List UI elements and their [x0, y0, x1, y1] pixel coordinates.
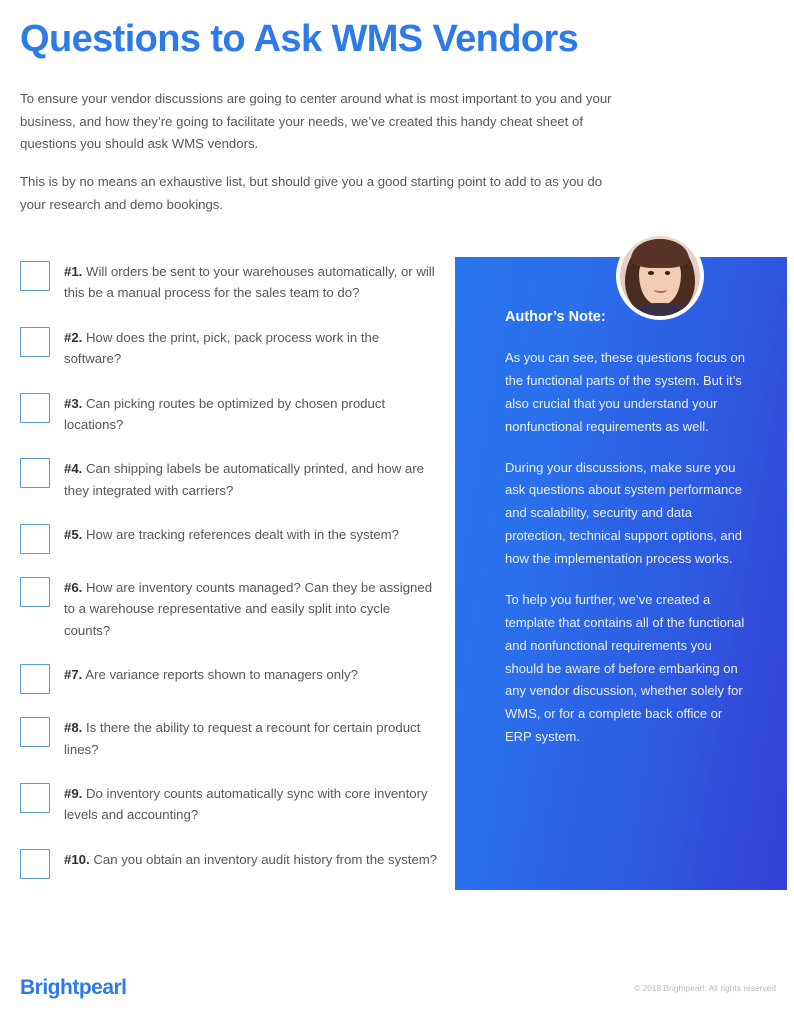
checkbox-icon[interactable]	[20, 327, 50, 357]
checkbox-icon[interactable]	[20, 393, 50, 423]
checkbox-icon[interactable]	[20, 577, 50, 607]
question-number: #2.	[64, 329, 83, 345]
copyright-text: © 2018 Brightpearl. All rights reserved	[634, 984, 776, 993]
avatar-eye-right	[665, 271, 671, 275]
question-number: #1.	[64, 264, 83, 279]
authors-note-content	[505, 309, 751, 749]
checklist-item[interactable]	[20, 324, 438, 370]
question-number: #8.	[64, 720, 83, 736]
avatar-fringe	[631, 239, 689, 268]
question-text	[64, 780, 438, 826]
question-text	[64, 521, 399, 545]
question-body: How are inventory counts managed? Can they be assigned to a warehouse representative and easily split into cycle counts?	[64, 580, 433, 638]
avatar-eye-left	[648, 271, 654, 275]
question-body: Can shipping labels be automatically printed, and how are they integrated with carriers?	[64, 461, 424, 498]
checklist-item[interactable]	[20, 661, 438, 694]
question-number: #5.	[64, 527, 83, 542]
avatar	[616, 232, 704, 320]
authors-note-heading: Author’s Note:	[505, 309, 606, 325]
checkbox-icon[interactable]	[20, 524, 50, 554]
checkbox-icon[interactable]	[20, 717, 50, 747]
question-body: Are variance reports shown to managers only?	[85, 667, 358, 683]
checklist-item[interactable]	[20, 521, 438, 554]
authors-note-paragraph-1: As you can see, these questions focus on the functional parts of the system. But it’s also crucial that you understand your nonfunctional requirements as well.	[505, 350, 745, 434]
checklist-item[interactable]	[20, 780, 438, 826]
authors-note-paragraph-2: During your discussions, make sure you ask questions about system performance and scalability, security and data protection, technical support options, and how the implementation process works.	[505, 459, 743, 566]
question-number: #9.	[64, 785, 83, 801]
question-text	[64, 661, 358, 685]
question-body: How does the print, pick, pack process work in the software?	[64, 329, 380, 367]
question-number: #3.	[64, 395, 83, 411]
checklist-item[interactable]	[20, 455, 438, 501]
intro-section	[20, 88, 620, 217]
checklist-item[interactable]	[20, 714, 438, 760]
question-checklist	[20, 258, 438, 879]
question-number: #7.	[64, 667, 83, 683]
intro-paragraph-2: This is by no means an exhaustive list, but should give you a good starting point to add to as you do your research and demo bookings.	[20, 174, 603, 212]
page-title: Questions to Ask WMS Vendors	[20, 18, 579, 60]
checkbox-icon[interactable]	[20, 458, 50, 488]
avatar-smile	[654, 286, 668, 293]
checklist-item[interactable]	[20, 390, 438, 436]
question-number: #6.	[64, 580, 83, 595]
intro-paragraph-1: To ensure your vendor discussions are going to center around what is most important to you and your business, and how they’re going to facilitate your needs, we’ve created this handy cheat sheet of questions you should ask WMS vendors.	[20, 91, 612, 152]
question-body: Can picking routes be optimized by chosen product locations?	[64, 395, 386, 432]
checkbox-icon[interactable]	[20, 849, 50, 879]
avatar-shoulders	[628, 303, 692, 316]
page-header	[20, 16, 774, 64]
question-body: Is there the ability to request a recount for certain product lines?	[64, 720, 421, 757]
brightpearl-logo: Brightpearl	[20, 976, 127, 999]
question-body: Will orders be sent to your warehouses automatically, or will this be a manual process for the sales team to do?	[64, 264, 435, 301]
question-body: Can you obtain an inventory audit history from the system?	[93, 851, 438, 867]
question-text	[64, 714, 438, 760]
question-text	[64, 324, 438, 370]
checklist-item[interactable]	[20, 574, 438, 641]
avatar-photo	[620, 236, 700, 316]
checkbox-icon[interactable]	[20, 783, 50, 813]
question-body: Do inventory counts automatically sync with core inventory levels and accounting?	[64, 785, 428, 823]
checklist-item[interactable]	[20, 258, 438, 304]
question-text	[64, 258, 438, 304]
question-text	[64, 390, 438, 436]
question-number: #10.	[64, 851, 90, 867]
authors-note-panel	[455, 257, 787, 890]
question-text	[64, 846, 437, 870]
question-text	[64, 455, 438, 501]
question-number: #4.	[64, 461, 83, 477]
authors-note-paragraph-3: To help you further, we’ve created a template that contains all of the functional and nonfunctional requirements you should be aware of before embarking on any vendor discussion, whether solely for WMS, or for a complete back office or ERP system.	[505, 591, 745, 745]
checkbox-icon[interactable]	[20, 261, 50, 291]
checkbox-icon[interactable]	[20, 664, 50, 694]
page-footer	[0, 976, 794, 1024]
question-text	[64, 574, 438, 641]
checklist-item[interactable]	[20, 846, 438, 879]
question-body: How are tracking references dealt with in the system?	[86, 527, 399, 542]
